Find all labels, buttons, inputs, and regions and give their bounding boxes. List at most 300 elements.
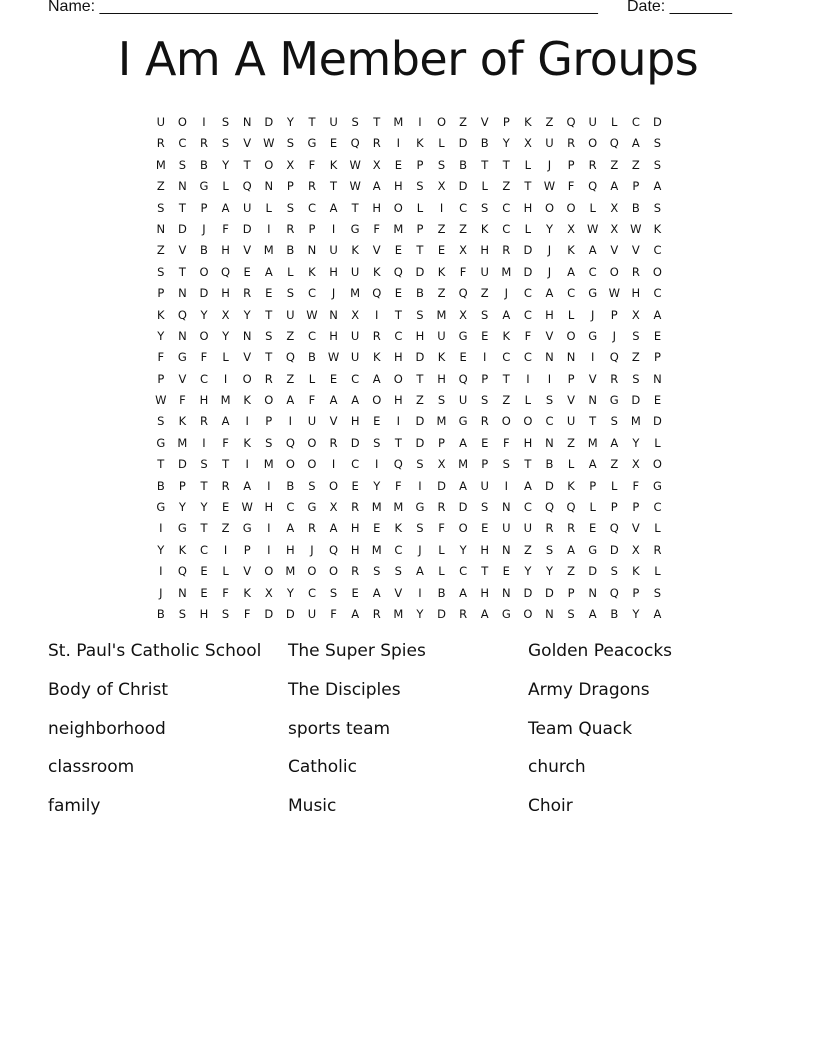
grid-letter: O [307,435,317,450]
grid-letter: Z [156,179,165,194]
grid-letter: L [611,115,618,129]
grid-letter: Y [632,435,640,450]
grid-letter: B [308,350,316,365]
grid-letter: G [588,328,598,343]
grid-letter: H [199,393,209,408]
grid-letter: N [178,328,187,343]
grid-letter: M [155,157,166,172]
grid-letter: I [331,457,336,472]
grid-letter: C [459,564,468,579]
grid-letter: S [157,264,165,279]
grid-letter: U [523,521,533,536]
grid-letter: L [222,564,229,579]
grid-letter: C [653,286,662,301]
word-list-item: Army Dragons [528,679,650,700]
grid-letter: N [307,243,317,258]
grid-letter: Z [286,328,295,343]
grid-letter: I [331,221,336,236]
grid-letter: M [263,457,274,472]
word-list-item: The Super Spies [288,641,426,661]
grid-letter: Y [222,157,230,172]
grid-letter: D [653,414,662,429]
grid-letter: G [307,500,317,515]
grid-letter: L [524,393,532,408]
grid-letter: E [394,157,402,172]
grid-letter: I [267,521,271,536]
grid-letter: I [288,414,293,429]
grid-letter: E [373,521,381,536]
grid-letter: N [588,393,597,408]
grid-letter: J [310,542,314,557]
grid-letter: A [459,478,468,493]
word-list-item: Golden Peacocks [528,641,673,661]
grid-letter: I [375,307,379,322]
grid-letter: P [438,435,445,450]
grid-letter: T [524,179,532,194]
grid-letter: H [350,521,360,536]
grid-letter: L [524,157,532,172]
grid-letter: H [350,542,360,557]
grid-letter: P [157,371,165,386]
grid-letter: F [179,393,186,408]
grid-letter: J [547,264,552,279]
grid-letter: A [372,179,381,194]
grid-letter: R [372,606,381,621]
grid-letter: V [567,393,576,408]
grid-letter: O [242,371,252,386]
grid-letter: R [653,542,662,557]
grid-letter: L [654,435,661,450]
grid-letter: C [199,371,208,386]
grid-letter: A [653,179,662,194]
grid-letter: K [653,221,662,236]
grid-letter: R [567,521,576,536]
grid-letter: E [394,286,402,301]
grid-letter: D [609,542,619,557]
grid-letter: E [481,435,489,450]
grid-letter: J [202,221,206,236]
grid-letter: Y [200,307,208,322]
grid-letter: D [458,136,468,151]
grid-letter: U [329,115,338,129]
grid-letter: O [307,457,317,472]
grid-letter: B [415,286,424,301]
grid-letter: I [396,136,401,151]
grid-letter: H [286,542,295,557]
grid-letter: T [265,350,273,365]
grid-letter: S [286,136,295,151]
grid-letter: X [459,307,468,322]
grid-letter: P [157,286,165,301]
grid-letter: D [177,457,187,472]
grid-letter: X [329,500,338,515]
grid-letter: N [545,606,554,621]
grid-letter: T [308,115,316,129]
grid-letter: E [437,243,446,258]
grid-letter: D [264,115,274,129]
grid-letter: L [589,500,596,515]
grid-letter: V [243,564,252,579]
grid-letter: A [243,478,252,493]
grid-letter: H [545,307,554,322]
grid-letter: U [480,478,489,493]
grid-letter: Y [545,221,553,236]
grid-letter: S [653,585,662,600]
grid-letter: K [243,435,251,450]
grid-letter: O [523,606,533,621]
grid-letter: E [459,350,467,365]
grid-letter: T [524,457,532,472]
grid-letter: A [653,307,662,322]
grid-letter: A [286,521,295,536]
grid-letter: Z [459,221,468,236]
grid-letter: W [263,136,275,151]
grid-letter: G [307,136,317,151]
grid-letter: R [307,179,316,194]
grid-letter: V [243,136,252,151]
grid-letter: L [438,542,445,557]
grid-letter: K [524,115,532,129]
grid-letter: Z [502,179,511,194]
grid-letter: K [308,264,316,279]
grid-letter: B [156,478,165,493]
grid-letter: P [610,307,618,322]
grid-letter: Q [177,564,187,579]
grid-letter: G [156,500,166,515]
grid-letter: P [589,478,597,493]
grid-letter: V [178,243,187,258]
grid-letter: R [351,564,360,579]
grid-letter: W [241,500,253,515]
grid-letter: O [285,457,295,472]
grid-letter: K [243,393,251,408]
grid-letter: N [178,585,187,600]
grid-letter: V [243,350,252,365]
grid-letter: E [481,521,489,536]
grid-letter: I [223,542,228,557]
grid-letter: E [481,328,489,343]
grid-letter: H [523,435,533,450]
grid-letter: C [523,350,532,365]
grid-letter: T [200,478,208,493]
grid-letter: C [653,243,662,258]
grid-letter: Y [286,585,294,600]
grid-letter: X [631,542,640,557]
grid-letter: F [222,221,229,236]
grid-letter: H [394,393,403,408]
grid-letter: E [200,585,208,600]
grid-letter: N [566,350,576,365]
grid-letter: P [567,371,575,386]
grid-letter: X [286,157,295,172]
grid-letter: M [393,500,404,515]
grid-letter: F [373,221,381,236]
word-list-item: church [528,757,586,778]
grid-letter: S [157,200,165,215]
grid-letter: P [567,157,575,172]
word-list-item: Catholic [288,757,357,778]
grid-letter: A [610,179,619,194]
grid-letter: U [588,115,597,129]
grid-letter: A [351,606,360,621]
grid-letter: L [438,136,445,151]
grid-letter: G [501,606,511,621]
grid-letter: S [610,564,618,579]
grid-letter: O [329,478,339,493]
grid-letter: U [566,414,576,429]
grid-letter: R [351,500,360,515]
grid-letter: Y [157,328,165,343]
grid-letter: J [547,157,552,172]
grid-letter: M [501,264,512,279]
grid-letter: L [654,521,661,536]
grid-letter: Q [177,307,187,322]
grid-letter: B [437,585,446,600]
grid-letter: A [372,371,381,386]
grid-letter: G [652,478,662,493]
grid-letter: S [437,157,446,172]
grid-letter: K [416,136,424,151]
grid-letter: S [632,371,640,386]
grid-letter: G [177,350,187,365]
grid-letter: W [155,393,167,408]
grid-letter: F [502,435,510,450]
grid-letter: W [306,307,318,322]
grid-letter: H [264,500,274,515]
grid-letter: R [567,136,576,151]
grid-letter: Y [200,500,208,515]
grid-letter: T [502,371,510,386]
grid-letter: I [547,371,552,386]
grid-letter: E [653,393,662,408]
grid-letter: K [437,264,446,279]
grid-letter: U [480,264,489,279]
grid-letter: G [588,286,598,301]
grid-letter: Y [524,564,532,579]
grid-letter: X [372,157,381,172]
grid-letter: S [416,457,424,472]
grid-letter: F [157,350,165,365]
grid-letter: D [415,414,425,429]
grid-letter: C [631,115,640,129]
grid-letter: A [567,264,576,279]
grid-letter: P [632,585,640,600]
date-field-label: Date: _______ [627,0,732,15]
grid-letter: F [459,264,467,279]
grid-letter: N [588,585,597,600]
grid-letter: U [502,521,511,536]
grid-letter: K [351,243,359,258]
grid-letter: D [523,243,533,258]
grid-letter: H [394,179,403,194]
grid-letter: A [480,606,489,621]
grid-letter: D [177,221,187,236]
grid-letter: S [632,328,640,343]
grid-letter: M [393,115,404,129]
grid-letter: Z [523,542,532,557]
grid-letter: U [307,414,317,429]
grid-letter: X [610,221,619,236]
grid-letter: C [545,414,554,429]
grid-letter: L [611,478,618,493]
grid-letter: T [416,243,424,258]
grid-letter: M [220,393,231,408]
grid-letter: J [331,286,336,301]
grid-letter: Y [502,136,510,151]
grid-letter: P [567,585,575,600]
grid-letter: N [501,500,511,515]
grid-letter: T [178,264,186,279]
grid-letter: D [285,606,295,621]
grid-letter: A [286,393,295,408]
grid-letter: D [545,478,554,493]
grid-letter: C [199,542,208,557]
grid-letter: Q [458,286,468,301]
grid-letter: N [653,371,662,386]
grid-letter: S [416,521,424,536]
grid-letter: Z [545,115,554,129]
grid-letter: F [243,606,251,621]
grid-letter: D [264,606,274,621]
grid-letter: L [222,179,229,194]
grid-letter: Q [609,585,619,600]
grid-letter: L [438,564,445,579]
grid-letter: Z [286,371,295,386]
grid-letter: P [632,179,640,194]
grid-letter: Y [178,500,186,515]
grid-letter: T [481,157,489,172]
grid-letter: R [286,221,295,236]
grid-letter: P [610,500,618,515]
grid-letter: C [567,286,576,301]
grid-letter: C [307,286,316,301]
grid-letter: A [631,136,640,151]
grid-letter: E [394,243,402,258]
grid-letter: Z [567,435,576,450]
grid-letter: D [631,393,641,408]
grid-letter: C [502,350,511,365]
grid-letter: B [459,157,468,172]
grid-letter: F [567,179,575,194]
grid-letter: F [222,435,229,450]
grid-letter: G [156,435,166,450]
grid-letter: Q [329,542,339,557]
grid-letter: N [242,328,252,343]
grid-letter: H [329,328,338,343]
grid-letter: A [221,200,230,215]
word-list-item: St. Paul's Catholic School [48,641,262,661]
grid-letter: U [286,307,295,322]
grid-letter: B [631,200,640,215]
grid-letter: E [329,371,338,386]
grid-letter: H [372,200,382,215]
grid-letter: P [653,350,661,365]
grid-letter: S [200,457,208,472]
grid-letter: S [178,157,187,172]
grid-letter: O [609,264,619,279]
grid-letter: Z [480,286,489,301]
grid-letter: P [416,157,424,172]
grid-letter: I [267,478,271,493]
grid-letter: O [264,157,274,172]
grid-letter: S [308,478,316,493]
grid-letter: X [631,457,640,472]
word-list [48,641,768,835]
grid-letter: S [481,307,489,322]
grid-letter: C [588,264,597,279]
grid-letter: H [631,286,641,301]
grid-letter: C [307,200,316,215]
grid-letter: M [436,414,447,429]
grid-letter: C [307,328,316,343]
grid-letter: R [329,435,338,450]
grid-letter: E [351,585,359,600]
grid-letter: T [243,157,251,172]
grid-letter: I [159,564,163,579]
grid-letter: A [264,264,273,279]
grid-letter: S [481,393,489,408]
grid-letter: D [458,500,468,515]
grid-letter: A [588,457,597,472]
grid-letter: M [371,542,382,557]
grid-letter: Q [285,435,295,450]
grid-letter: H [329,264,338,279]
grid-letter: E [502,564,510,579]
grid-letter: V [372,243,381,258]
grid-letter: S [286,200,295,215]
grid-letter: G [415,500,425,515]
grid-letter: F [308,157,316,172]
grid-letter: V [394,585,403,600]
grid-letter: K [394,521,403,536]
grid-letter: Z [631,157,640,172]
grid-letter: B [200,243,208,258]
grid-letter: G [458,328,468,343]
grid-letter: S [545,393,554,408]
grid-letter: M [436,307,447,322]
grid-letter: F [395,478,402,493]
grid-letter: B [286,478,295,493]
grid-letter: S [481,500,489,515]
grid-letter: J [418,542,422,557]
word-list-item: Music [288,796,337,817]
grid-letter: I [418,585,422,600]
grid-letter: S [178,606,187,621]
grid-letter: C [394,542,403,557]
grid-letter: P [200,200,208,215]
grid-letter: I [202,435,206,450]
grid-letter: G [242,521,252,536]
grid-letter: B [545,457,554,472]
grid-letter: M [285,564,296,579]
grid-letter: O [372,393,382,408]
grid-letter: A [351,393,360,408]
grid-letter: B [610,606,619,621]
grid-letter: X [264,585,273,600]
grid-letter: E [373,414,381,429]
grid-letter: U [242,200,252,215]
grid-letter: U [329,243,338,258]
grid-letter: S [286,286,295,301]
grid-letter: S [653,157,662,172]
grid-letter: X [523,136,532,151]
word-list-item: neighborhood [48,718,166,739]
grid-letter: N [501,542,511,557]
grid-letter: A [523,478,532,493]
grid-letter: A [459,585,468,600]
grid-letter: U [437,328,446,343]
grid-letter: A [545,286,554,301]
